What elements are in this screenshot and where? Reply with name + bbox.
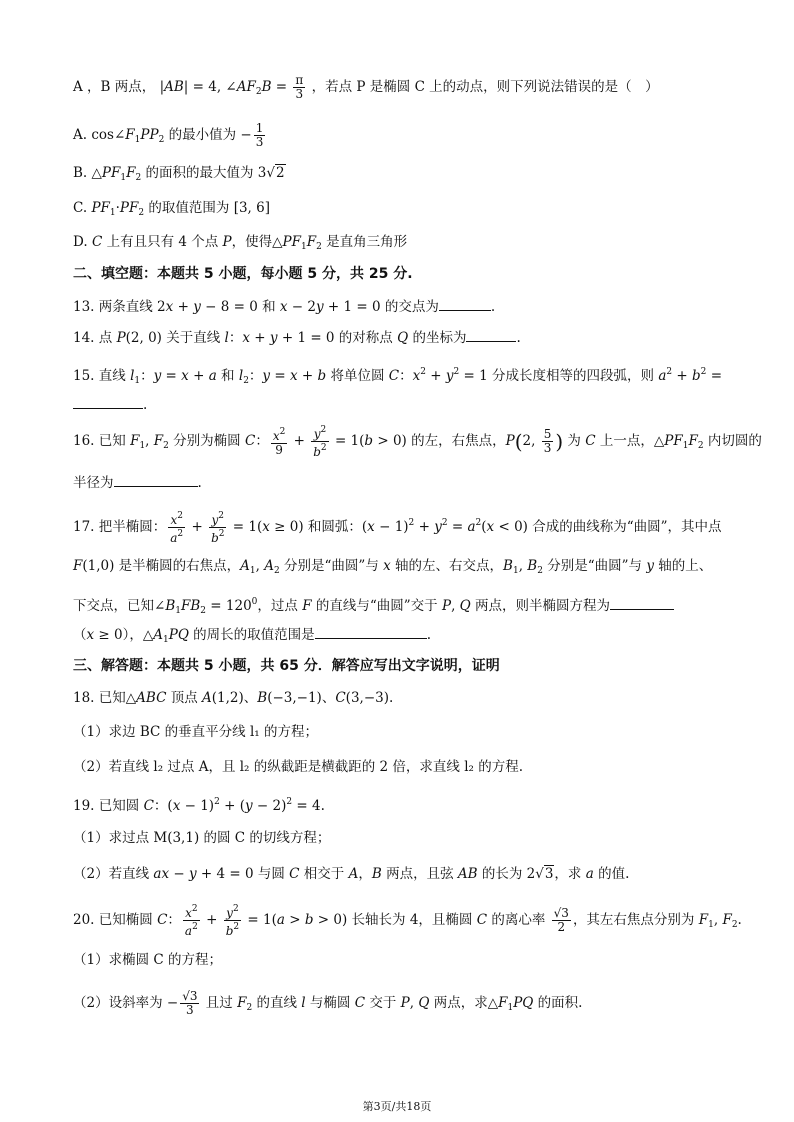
q15-line2: .	[73, 394, 754, 415]
q17-line1: 17. 把半椭圆： $\frac{x^2}{a^2}$ + $\frac{y^2}{b^2}$ = 1(x ≥ 0) 和圆弧：$(x - 1)^2 + y^2 = a^2(x < 0)$ 合成的曲线称为“曲圆”，其中点	[73, 511, 722, 545]
q17-line2: F(1,0) 是半椭圆的右焦点，$A_1$, $A_2$ 分别是“曲圆”与 x 轴的左、右交点，$B_1$, $B_2$ 分别是“曲圆”与 y 轴的上、	[73, 558, 713, 576]
option-c-label: C.	[73, 200, 88, 216]
section3-title: 三、解答题：本题共 5 小题，共 65 分．解答应写出文字说明，证明	[73, 658, 500, 674]
q18-stem: 18. 已知△ABC 顶点 A(1,2)、B(−3,−1)、C(3,−3).	[73, 690, 394, 706]
q20-part1: （1）求椭圆 C 的方程；	[73, 952, 223, 968]
section2-title: 二、填空题：本题共 5 小题，每小题 5 分，共 25 分.	[73, 266, 413, 282]
q13: 13. 两条直线 2x + y − 8 = 0 和 x − 2y + 1 = 0 的交点为 .	[73, 296, 754, 317]
q18-part1: （1）求边 BC 的垂直平分线 l₁ 的方程；	[73, 724, 318, 740]
option-b-label: B.	[73, 165, 88, 181]
q20-stem: 20. 已知椭圆 C： $\frac{x^2}{a^2}$ + $\frac{y^2}{b^2}$ = 1(a > b > 0) 长轴长为 4，且椭圆 C 的离心率 $\frac{√3}{2}$ ，其左右焦点分别为 $F_1$, $F_2$.	[73, 904, 742, 938]
option-a-label: A.	[73, 127, 88, 143]
q12-continuation	[73, 72, 754, 102]
q12-cond-math: |AB| = 4, $\angle AF_2B$ = $\frac{\pi}{3}$	[159, 73, 304, 101]
q12-option-c: C. $PF_1\cdot PF_2$ 的取值范围为 [3, 6]	[73, 200, 270, 218]
q12-option-b: B. $\triangle PF_1F_2$ 的面积的最大值为 3√2	[73, 165, 285, 183]
option-d-label: D.	[73, 234, 88, 250]
q17-line3: 下交点，已知$\angle B_1FB_2 = 120^0$，过点 F 的直线与“曲圆”交于 P, Q 两点，则半椭圆方程为	[73, 592, 754, 621]
q19-stem: 19. 已知圆 C：$(x - 1)^2 + (y - 2)^2 = 4$.	[73, 797, 325, 814]
q18-part2: （2）若直线 l₂ 过点 A，且 l₂ 的纵截距是横截距的 2 倍，求直线 l₂ 的方程.	[73, 759, 524, 775]
q16-line2: 半径为 .	[73, 472, 754, 493]
q15-line1: 15. 直线 $l_1$：y = x + a 和 $l_2$：y = x + b 将单位圆 C：$x^2 + y^2 = 1$ 分成长度相等的四段弧，则 $a^2 + b^2$ =	[73, 367, 723, 386]
q12-option-a: A. $\cos\angle F_1PP_2$ 的最小值为 − $\frac{1}{3}$	[73, 121, 264, 149]
page-footer: 第3页/共18页	[362, 1100, 432, 1113]
q12-cont-post: ，若点 P 是椭圆 C 上的动点，则下列说法错误的是（ ）	[311, 79, 659, 95]
q20-part2: （2）设斜率为 − $\frac{√3}{3}$ 且过 $F_2$ 的直线 l 与椭圆 C 交于 P, Q 两点，求$\triangle F_1PQ$ 的面积.	[73, 989, 583, 1017]
q17-line4: （x ≥ 0），$\triangle A_1PQ$ 的周长的取值范围是 .	[73, 624, 754, 650]
q12-option-d: D. C 上有且只有 4 个点 P，使得$\triangle PF_1F_2$ 是直角三角形	[73, 234, 408, 252]
q19-part1: （1）求过点 M(3,1) 的圆 C 的切线方程；	[73, 830, 331, 846]
q19-part2: （2）若直线 ax − y + 4 = 0 与圆 C 相交于 A，B 两点，且弦 AB 的长为 2√3，求 a 的值.	[73, 866, 630, 882]
q12-cont-pre: A ，B 两点，	[73, 79, 156, 95]
q14: 14. 点 P(2, 0) 关于直线 l：x + y + 1 = 0 的对称点 Q 的坐标为 .	[73, 327, 754, 348]
q16-line1: 16. 已知 $F_1$, $F_2$ 分别为椭圆 C： $\frac{x^2}{9}$ + $\frac{y^2}{b^2}$ = 1(b > 0) 的左，右焦点，P(2, $\frac{5}{3}$ ) 为 C 上一点，$\triangle PF_1F_2$ 内切圆的	[73, 425, 762, 459]
